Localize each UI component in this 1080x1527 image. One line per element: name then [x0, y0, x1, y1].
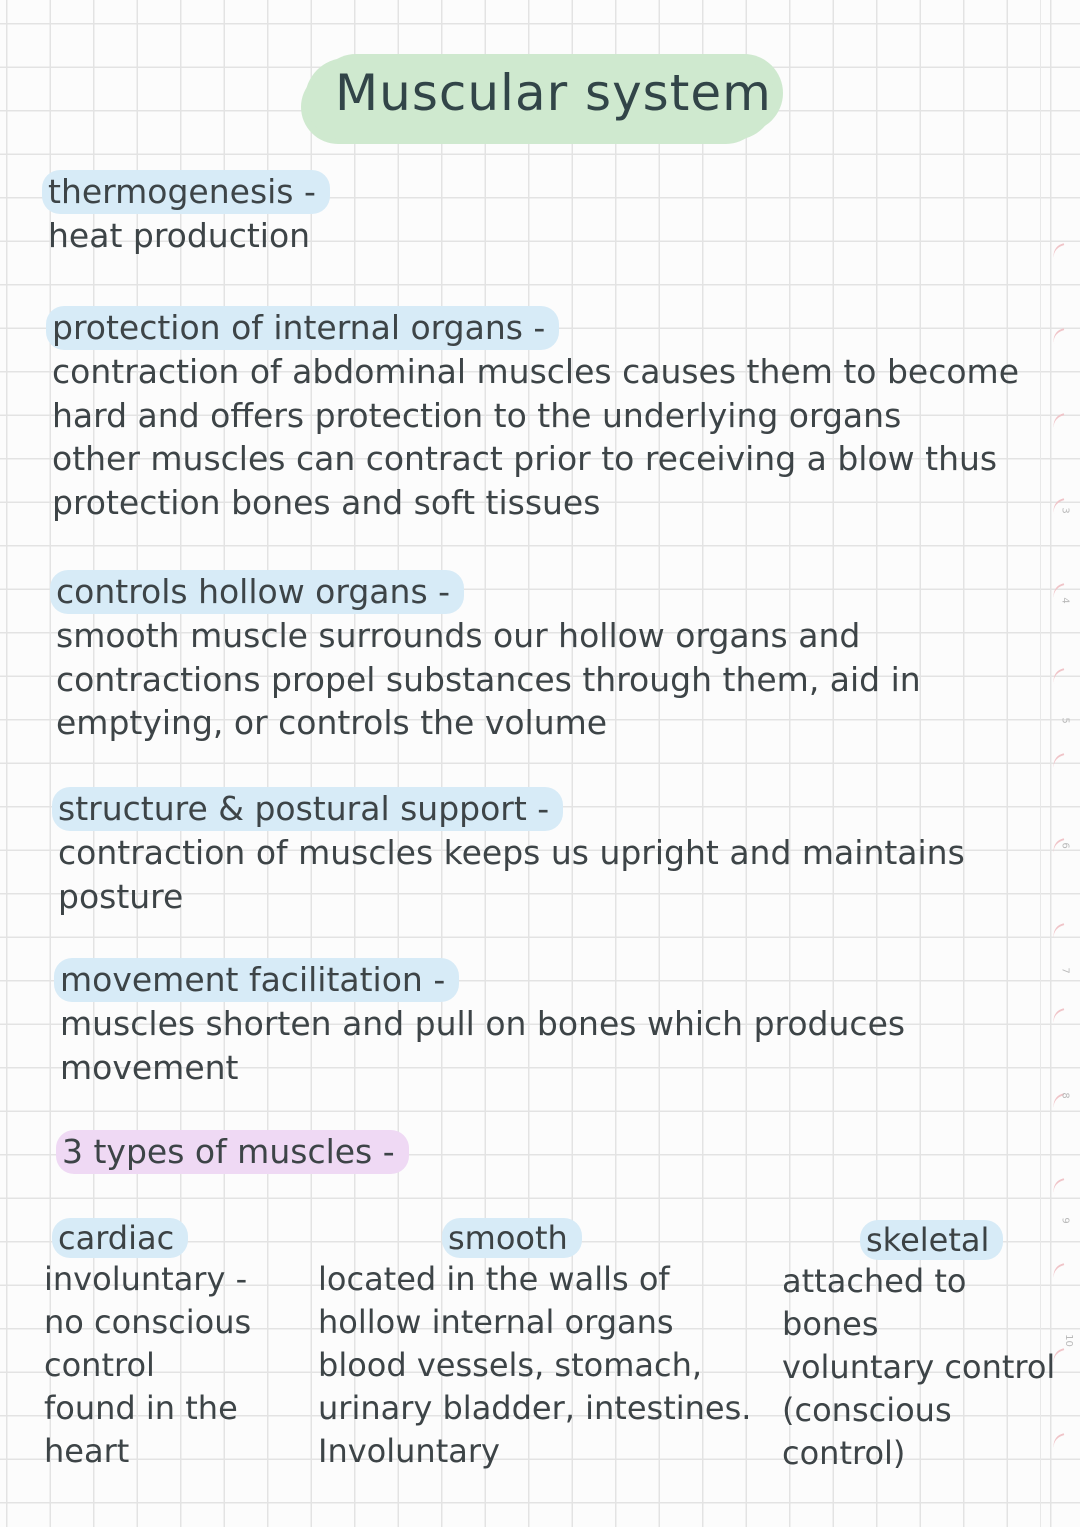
column-cardiac — [44, 1218, 251, 1473]
section-line: contraction of muscles keeps us upright and maintains — [58, 833, 965, 872]
section-heading: thermogenesis - — [42, 170, 330, 214]
column-line: found in the — [44, 1389, 238, 1427]
section-hollow-organs — [56, 570, 921, 745]
column-line: (conscious — [782, 1391, 952, 1429]
section-heading: controls hollow organs - — [50, 570, 464, 614]
margin-page-number: 5 — [1059, 717, 1071, 724]
section-protection — [52, 306, 1019, 524]
column-line: involuntary - — [44, 1260, 248, 1298]
muscle-type-name: cardiac — [52, 1218, 188, 1258]
margin-page-number: 8 — [1059, 1092, 1071, 1099]
column-line: hollow internal organs — [318, 1303, 674, 1341]
section-line: contractions propel substances through them, aid in — [56, 659, 921, 699]
margin-page-number: 3 — [1059, 507, 1071, 514]
types-heading-block — [62, 1130, 409, 1174]
margin-tick — [1050, 1008, 1067, 1024]
margin-tick — [1050, 243, 1067, 259]
column-line: Involuntary — [318, 1432, 500, 1470]
column-line: heart — [44, 1432, 130, 1470]
column-skeletal — [782, 1220, 1055, 1475]
section-line: hard and offers protection to the underlying organs — [52, 395, 902, 435]
muscle-type-name: skeletal — [860, 1220, 1003, 1260]
margin-tick — [1050, 413, 1067, 429]
margin-tick — [1050, 668, 1067, 684]
section-line: contraction of abdominal muscles causes them to become — [52, 352, 1019, 391]
column-line: control) — [782, 1434, 906, 1472]
section-heading: structure & postural support - — [52, 787, 563, 831]
margin-page-number: 10 — [1062, 1334, 1074, 1347]
column-line: attached to — [782, 1262, 967, 1300]
margin-tick — [1050, 328, 1067, 344]
margin-tick — [1050, 753, 1067, 769]
section-line: emptying, or controls the volume — [56, 703, 608, 742]
section-line: other muscles can contract prior to receiving a blow thus — [52, 439, 998, 478]
section-line: smooth muscle surrounds our hollow organs and — [56, 616, 861, 655]
section-line: muscles shorten and pull on bones which produces — [60, 1004, 906, 1043]
column-smooth — [318, 1218, 751, 1473]
column-line: located in the walls of — [318, 1260, 670, 1298]
title-block — [305, 58, 775, 140]
column-line: control — [44, 1346, 155, 1384]
column-line: bones — [782, 1305, 879, 1343]
margin-page-number: 7 — [1059, 967, 1071, 974]
section-thermogenesis — [48, 170, 330, 258]
section-line: heat production — [48, 216, 311, 255]
column-line: blood vessels, stomach, — [318, 1346, 703, 1384]
section-movement — [60, 958, 905, 1089]
page-title: Muscular system — [335, 64, 772, 122]
muscle-type-name: smooth — [442, 1218, 582, 1258]
column-line: urinary bladder, intestines. — [318, 1389, 752, 1427]
section-line: protection bones and soft tissues — [52, 482, 601, 522]
column-line: voluntary control — [782, 1348, 1056, 1386]
margin-page-number: 4 — [1059, 597, 1071, 604]
margin-page-number: 9 — [1059, 1217, 1071, 1224]
section-line: posture — [58, 876, 184, 916]
section-heading: protection of internal organs - — [46, 306, 559, 350]
section-line: movement — [60, 1047, 239, 1087]
column-line: no conscious — [44, 1303, 252, 1341]
margin-tick — [1050, 923, 1067, 939]
margin-page-number: 6 — [1059, 842, 1071, 849]
types-heading: 3 types of muscles - — [56, 1130, 409, 1174]
section-heading: movement facilitation - — [54, 958, 459, 1002]
section-postural-support — [58, 787, 965, 918]
margin-tick — [1050, 1178, 1067, 1194]
